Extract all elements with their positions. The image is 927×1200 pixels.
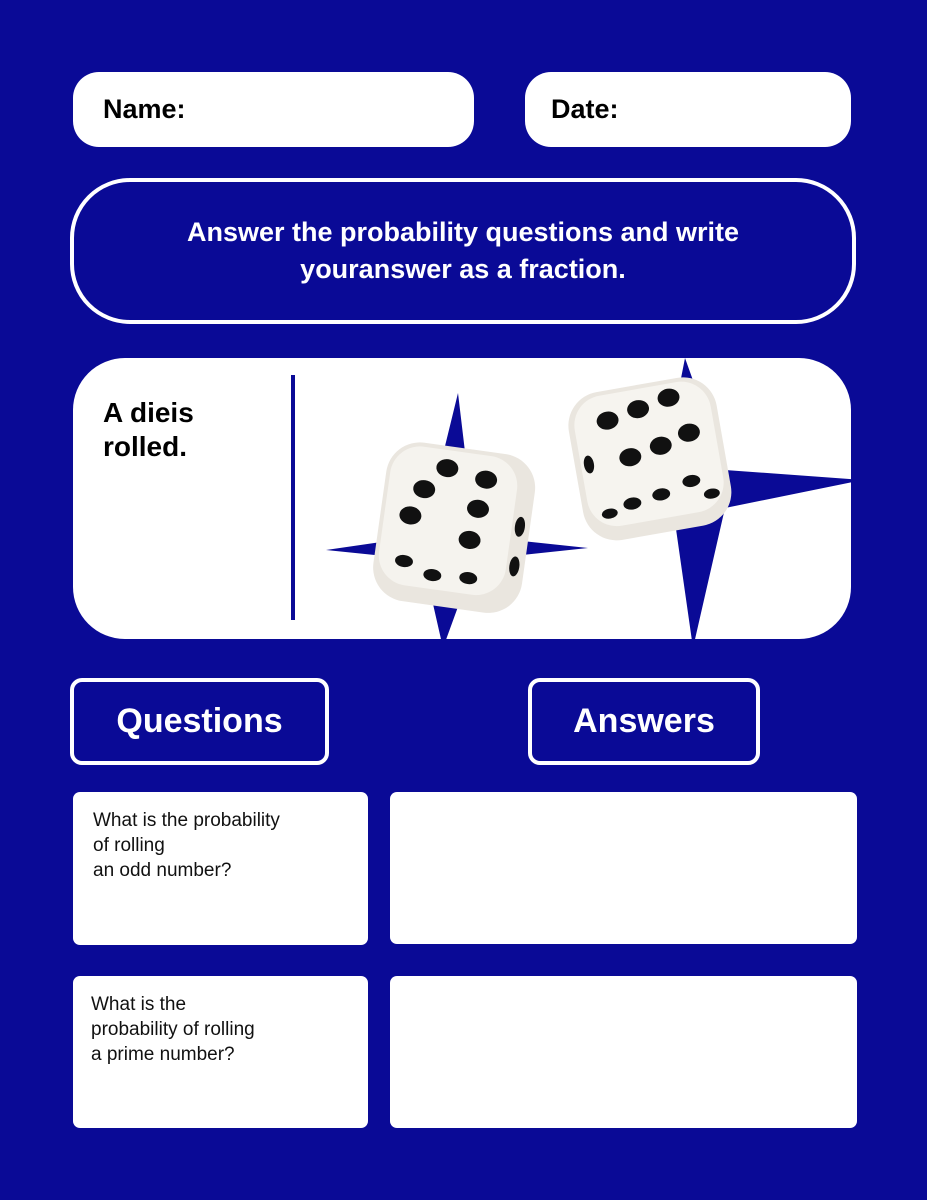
die-icon	[563, 372, 737, 546]
answers-heading	[528, 678, 760, 765]
instructions-line-1: Answer the probability questions and write	[186, 217, 740, 247]
date-label: Date:	[551, 94, 619, 124]
name-field[interactable]	[73, 72, 474, 147]
question-2-line-3: a prime number?	[91, 1044, 235, 1065]
answers-heading-label: Answers	[573, 702, 715, 740]
question-1-line-3: an odd number?	[93, 860, 232, 881]
instructions-box	[70, 178, 856, 324]
question-card-2	[73, 976, 368, 1128]
question-1-line-1: What is the probability	[93, 810, 280, 831]
scenario-line-2: rolled.	[103, 431, 188, 462]
dice-illustration	[73, 358, 851, 639]
question-text-1	[73, 792, 368, 883]
question-2-line-2: probability of rolling	[91, 1019, 255, 1040]
questions-heading-label: Questions	[116, 702, 283, 740]
questions-heading	[70, 678, 329, 765]
question-1-line-2: of rolling	[93, 835, 165, 856]
question-text-2	[73, 976, 368, 1067]
question-2-line-1: What is the	[91, 994, 187, 1015]
date-field[interactable]	[525, 72, 851, 147]
name-label: Name:	[103, 94, 186, 124]
question-card-1	[73, 792, 368, 945]
answer-box-2[interactable]	[390, 976, 857, 1128]
scenario-line-1: A die​is	[103, 397, 194, 428]
die-icon	[369, 438, 540, 617]
instructions-line-2: your​answer as a fraction.	[300, 254, 626, 284]
answer-box-1[interactable]	[390, 792, 857, 944]
scenario-panel	[73, 358, 851, 639]
